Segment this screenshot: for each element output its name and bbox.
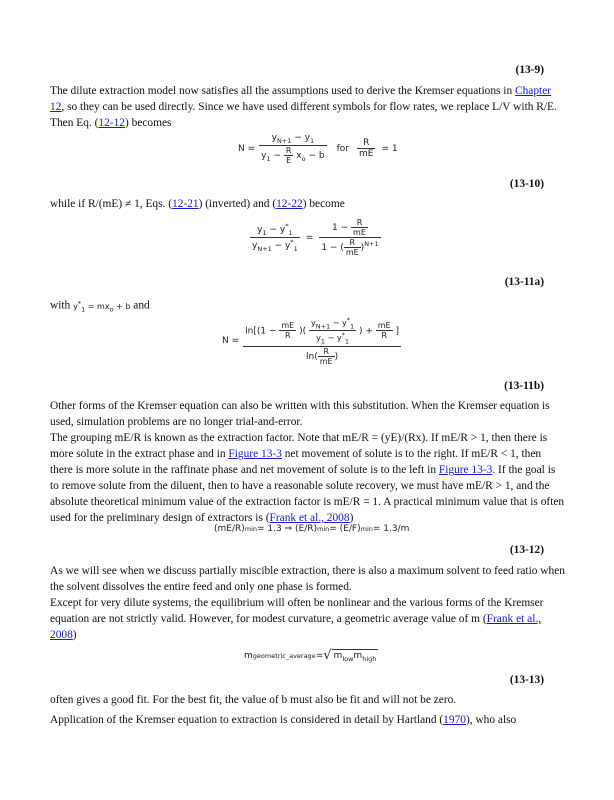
equation-link[interactable]: 12-21 (172, 198, 199, 210)
equation-13-11a: N = ln[(1 − $\frac{mE}{R}$ )( $\frac{y_{N+1} - y^*_1}{y_1 - y^*_1}$ ) + $\frac{mE}{R}$ ] ln( $\frac{R}{mE}$ ) (222, 316, 400, 366)
chapter-link[interactable]: Chapter 12 (50, 85, 552, 113)
equation-number: (13-12) (509, 544, 544, 556)
equation-13-10: $\frac{y_1 - y^*_1}{y_{N+1} - y^*_1}$ = 1 − $\frac{R}{mE}$ 1 − ( $\frac{R}{mE}$ )$^{N+1}$ (252, 218, 379, 257)
paragraph: As we will see when we discuss partially miscible extraction, there is also a maximum solvent to feed ratio when the solvent dissolves the entire feed and only one phase is formed. (50, 565, 565, 593)
equation-13-13: m geometric_average = √ $m_{low}m_{high}$ (244, 648, 377, 663)
equation-number: (13-11a) (504, 276, 544, 288)
paragraph: while if R/(mE) ≠ 1, Eqs. (12-21) (inverted) and (12-22) become (50, 198, 345, 210)
citation-link[interactable]: Frank et al., 2008 (269, 512, 350, 524)
equation-number: (13-11b) (504, 380, 544, 392)
equation-13-9: N = $y_{N+1} - y_1$ $y_1$ − $\frac{R}{E}$ $x_o - b$ for $\frac{R}{mE}$ = 1 (238, 133, 398, 165)
equation-number: (13-10) (509, 178, 544, 190)
equation-link[interactable]: 12-22 (276, 198, 303, 210)
paragraph: Except for very dilute systems, the equilibrium will often be nonlinear and the various forms of the Kremser equation are not strictly valid. However, for modest curvature, a geometric average value of m (Frank et al., 2008) (50, 597, 544, 641)
paragraph: often gives a good fit. For the best fit, the value of b must also be fit and will not be zero. (50, 694, 457, 706)
citation-link[interactable]: Frank et al., 2008 (50, 613, 542, 641)
paragraph: Application of the Kremser equation to extraction is considered in detail by Hartland (1970), who also (50, 714, 517, 726)
citation-link[interactable]: 1970 (443, 714, 466, 726)
paragraph: The grouping mE/R is known as the extraction factor. Note that mE/R = (yE)/(Rx). If mE/R > 1, then there is more solute in the extract phase and in Figure 13-3 net movement of solute is to the right. If mE/R < 1, then there is more solute in the raffinate phase and net movement of solute is to the left in Figure 13-3. If the goal is to remove solute from the diluent, then to have a reasonable solute recovery, we must have mE/R > 1, and the absolute theoretical minimum value of the extraction factor is mE/R = 1. A practical minimum value that is often used for the preliminary design of extractors is (Frank et al., 2008) (50, 432, 565, 524)
equation-13-12: (mE/R) min = 1.3 ⇒ (E/R) min = (E/F) min = 1.3/m (214, 524, 410, 534)
paragraph: Other forms of the Kremser equation can also be written with this substitution. When the Kremser equation is used, simulation problems are no longer trial-and-error. (50, 400, 550, 428)
equation-number: (13-13) (509, 674, 544, 686)
paragraph: with $y^*_1 = mx_o + b$ and (50, 299, 150, 314)
figure-link[interactable]: Figure 13-3 (438, 464, 493, 476)
paragraph: The dilute extraction model now satisfies all the assumptions used to derive the Kremser equations in Chapter 12, so they can be used directly. Since we have used different symbols for flow rates, we replace L/V with R/E. Then Eq. (12-12) becomes (50, 85, 557, 129)
figure-link[interactable]: Figure 13-3 (228, 448, 282, 460)
equation-link[interactable]: 12-12 (98, 117, 125, 129)
equation-number: (13-9) (515, 64, 544, 76)
